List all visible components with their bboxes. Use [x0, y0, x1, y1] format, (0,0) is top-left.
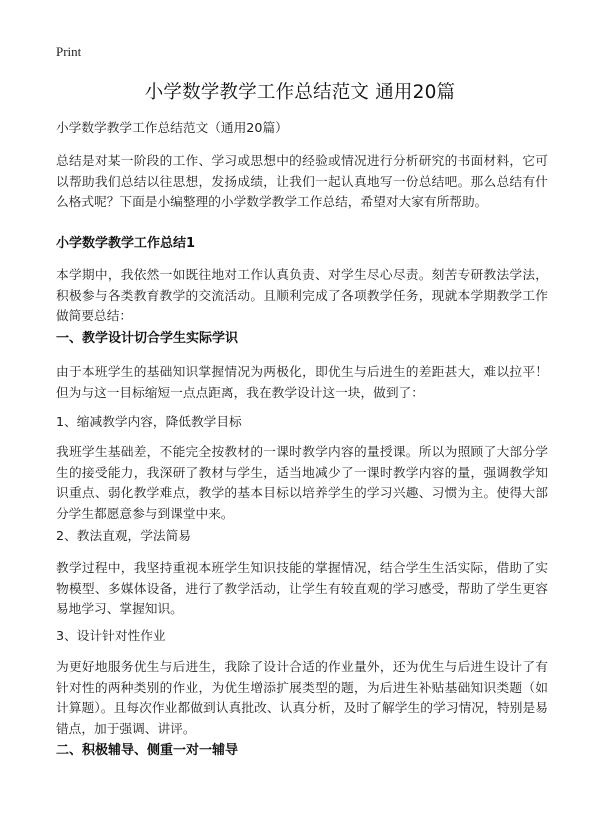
document-title: 小学数学教学工作总结范文 通用20篇 [144, 82, 456, 103]
intro-paragraph: 总结是对某一阶段的工作、学习或思想中的经验或情况进行分析研究的书面材料，它可以帮助我们总结以往思想，发扬成绩，让我们一起认真地写一份总结吧。那么总结有什么格式呢？下面是小编整理的小学数学教学工作总结，希望对大家有所帮助。 [56, 153, 548, 209]
part2-heading: 二、积极辅导、侧重一对一辅导 [56, 743, 239, 758]
item1-paragraph: 我班学生基础差，不能完全按教材的一课时教学内容的量授课。所以为照顾了大部分学生的接受能力，我深研了教材与学生，适当地减少了一课时教学内容的量，强调教学知识重点、弱化教学难点，教学的基本目标以培养学生的学习兴趣、习惯为主。使得大部分学生都愿意参与到课堂中来。 [56, 444, 548, 521]
section1-heading: 小学数学教学工作总结1 [56, 236, 196, 251]
item3-heading: 3、设计针对性作业 [56, 628, 166, 643]
print-link[interactable]: Print [56, 44, 82, 59]
item2-paragraph: 教学过程中，我坚持重视本班学生知识技能的掌握情况，结合学生生活实际，借助了实物模型、多媒体设备，进行了教学活动，让学生有较直观的学习感受，帮助了学生更容易地学习、掌握知识。 [56, 560, 548, 616]
item2-heading: 2、教法直观，学法简易 [56, 528, 191, 543]
item1-heading: 1、缩减教学内容，降低教学目标 [56, 414, 242, 429]
part1-paragraph: 由于本班学生的基础知识掌握情况为两极化，即优生与后进生的差距甚大，难以拉平！但为与这一目标缩短一点点距离，我在教学设计这一块，做到了： [56, 364, 548, 400]
section1-paragraph: 本学期中，我依然一如既往地对工作认真负责、对学生尽心尽责。刻苦专研教法学法，积极参与各类教育教学的交流活动。且顺利完成了各项教学任务，现就本学期教学工作做简要总结： [56, 267, 548, 323]
item3-paragraph: 为更好地服务优生与后进生，我除了设计合适的作业量外，还为优生与后进生设计了有针对性的两种类别的作业，为优生增添扩展类型的题，为后进生补贴基础知识类题（如计算题）。且每次作业都做到认真批改、认真分析，及时了解学生的学习情况，特别是易错点，加于强调、讲评。 [56, 659, 548, 736]
document-subtitle: 小学数学教学工作总结范文（通用20篇） [56, 120, 288, 135]
part1-heading: 一、教学设计切合学生实际学识 [56, 331, 239, 346]
